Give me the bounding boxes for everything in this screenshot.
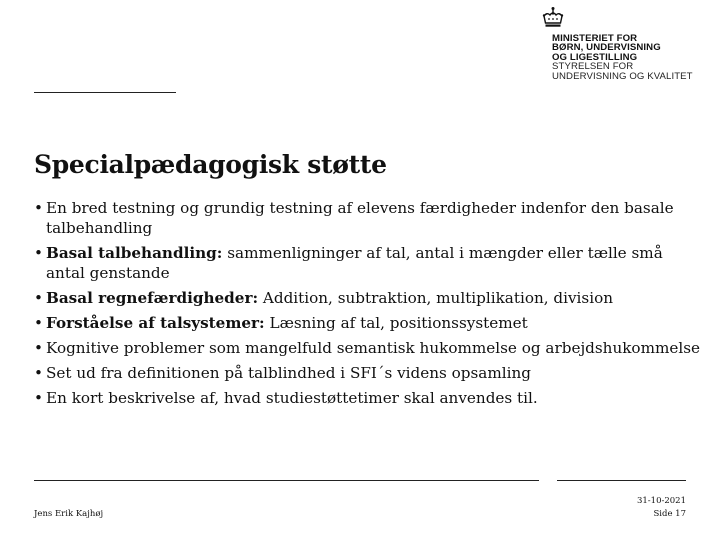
bullet-dot: •: [34, 364, 43, 382]
bullet-bold-label: Basal regnefærdigheder:: [46, 289, 259, 307]
logo-line-4: STYRELSEN FOR: [552, 61, 634, 73]
bullet-text: Læsning af tal, positionssystemet: [264, 314, 528, 332]
footer-date: 31-10-2021: [636, 496, 686, 506]
logo-line-5: UNDERVISNING OG KVALITET: [552, 70, 693, 82]
footer-page-number: Side 17: [653, 509, 686, 519]
list-item: [34, 243, 704, 283]
bullet-text: Addition, subtraktion, multiplikation, division: [258, 289, 613, 307]
bullet-dot: •: [34, 199, 43, 217]
list-item: [34, 338, 704, 358]
bullet-dot: •: [34, 314, 43, 332]
slide-title: Specialpædagogisk støtte: [34, 150, 387, 179]
bullet-text: sammenligninger af tal, antal i mængder eller tælle små antal genstande: [46, 244, 663, 282]
bullet-dot: •: [34, 339, 43, 357]
top-left-rule: [34, 92, 176, 93]
crown-icon: [540, 6, 566, 32]
list-item: [34, 288, 704, 308]
footer-author: Jens Erik Kajhøj: [34, 509, 104, 519]
bullet-text: En bred testning og grundig testning af elevens færdigheder indenfor den basale talbehandling: [46, 199, 674, 237]
list-item: [34, 388, 704, 408]
ministry-logo-text: [552, 34, 693, 81]
footer-rule-left: [34, 480, 539, 481]
logo-line-2: BØRN, UNDERVISNING: [552, 42, 661, 54]
bullet-text: Kognitive problemer som mangelfuld semantisk hukommelse og arbejdshukommelse: [46, 339, 701, 357]
logo-line-1: MINISTERIET FOR: [552, 33, 638, 44]
logo-line-3: OG LIGESTILLING: [552, 51, 638, 63]
list-item: [34, 198, 704, 238]
list-item: [34, 363, 704, 383]
list-item: [34, 313, 704, 333]
bullet-dot: •: [34, 244, 43, 262]
footer-rule-right: [557, 480, 686, 481]
bullet-list: [34, 198, 704, 413]
bullet-bold-label: Basal talbehandling:: [46, 244, 223, 262]
bullet-dot: •: [34, 389, 43, 407]
bullet-text: En kort beskrivelse af, hvad studiestøttetimer skal anvendes til.: [46, 389, 538, 407]
bullet-bold-label: Forståelse af talsystemer:: [46, 314, 265, 332]
bullet-text: Set ud fra definitionen på talblindhed i SFI´s videns opsamling: [46, 364, 531, 382]
bullet-dot: •: [34, 289, 43, 307]
